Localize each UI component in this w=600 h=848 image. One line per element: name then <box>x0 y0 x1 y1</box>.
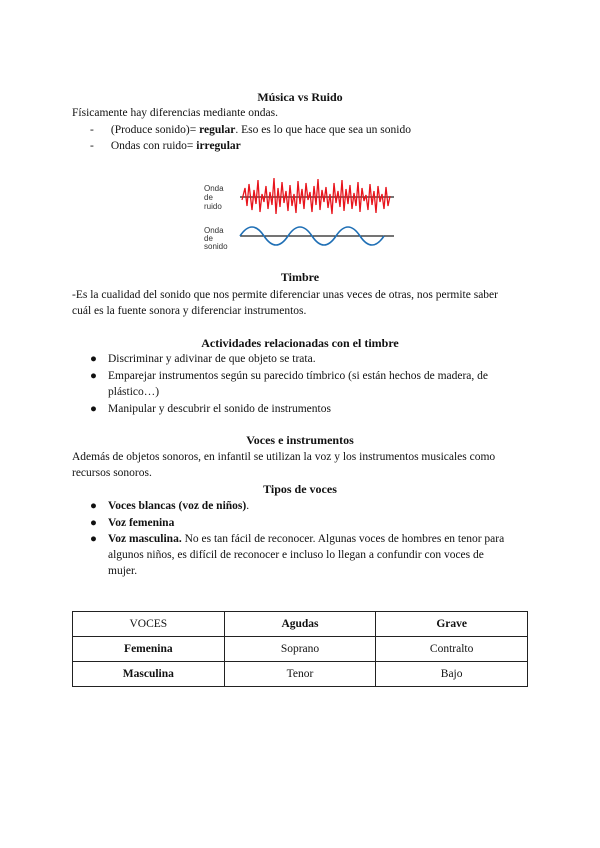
item-bold: Voces blancas (voz de niños) <box>108 500 247 512</box>
dash-marker: - <box>90 140 94 152</box>
noise-label-2: de <box>204 193 213 202</box>
item-text-line2: plástico…) <box>108 386 160 398</box>
table-header-row <box>73 612 528 637</box>
section-title-tipos: Tipos de voces <box>263 482 337 496</box>
table-header-cell: Grave <box>376 612 528 637</box>
list-item <box>90 368 520 400</box>
section-title-musica-ruido: Música vs Ruido <box>257 90 343 104</box>
item-bold: irregular <box>196 140 241 152</box>
bullet-marker: ● <box>90 353 97 365</box>
item-text-line3: mujer. <box>108 565 138 577</box>
noise-label-1: Onda <box>204 184 224 193</box>
wave-figure <box>200 176 400 256</box>
table-cell: Tenor <box>224 662 376 687</box>
list-item <box>90 515 520 531</box>
timbre-line-1: -Es la cualidad del sonido que nos permite diferenciar unas veces de otras, nos permite saber <box>72 289 498 301</box>
section-title-actividades: Actividades relacionadas con el timbre <box>201 336 399 350</box>
bullet-marker: ● <box>90 533 97 545</box>
table-cell: Soprano <box>224 637 376 662</box>
voces-line-2: recursos sonoros. <box>72 467 152 479</box>
list-item <box>90 531 520 579</box>
item-text: . <box>246 500 250 512</box>
voces-line-1: Además de objetos sonoros, en infantil se utilizan la voz y los instrumentos musicales como <box>72 451 496 463</box>
item-text: Ondas con ruido= <box>110 140 197 152</box>
item-text: No es tan fácil de reconocer. Algunas voces de hombres en tenor para <box>181 533 505 545</box>
timbre-line-2: cuál es la fuente sonora y diferenciar instrumentos. <box>72 305 307 317</box>
sound-label-3: sonido <box>204 242 228 251</box>
voces-table <box>72 611 528 687</box>
table-header-cell: Agudas <box>224 612 376 637</box>
table-header-cell: VOCES <box>73 612 225 637</box>
table-cell: Bajo <box>376 662 528 687</box>
noise-label-3: ruido <box>204 202 222 211</box>
bullet-marker: ● <box>90 403 97 415</box>
sound-label-1: Onda <box>204 226 224 235</box>
item-bold: Voz femenina <box>108 517 175 529</box>
table-row <box>73 662 528 687</box>
noise-wave-line <box>242 178 390 214</box>
item-text: (Produce sonido)= <box>110 124 200 136</box>
item-bold: regular <box>199 124 236 136</box>
intro-paragraph: Físicamente hay diferencias mediante ondas. <box>72 107 278 119</box>
dash-marker: - <box>90 124 94 136</box>
section-title-timbre: Timbre <box>280 270 320 284</box>
item-text-after: . Eso es lo que hace que sea un sonido <box>235 124 411 136</box>
table-cell: Contralto <box>376 637 528 662</box>
section-title-voces-instrumentos: Voces e instrumentos <box>246 433 354 447</box>
item-text: Discriminar y adivinar de que objeto se trata. <box>108 353 316 365</box>
item-text-line2: algunos niños, es difícil de reconocer e incluso lo llegan a confundir con voces de <box>108 549 484 561</box>
list-item <box>90 122 411 138</box>
list-item <box>90 351 520 367</box>
table-row-header: Masculina <box>73 662 225 687</box>
bullet-marker: ● <box>90 517 97 529</box>
table-row <box>73 637 528 662</box>
bullet-marker: ● <box>90 370 97 382</box>
bullet-marker: ● <box>90 500 97 512</box>
item-text: Manipular y descubrir el sonido de instrumentos <box>108 403 331 415</box>
list-item <box>90 401 520 417</box>
item-text: Emparejar instrumentos según su parecido tímbrico (si están hechos de madera, de <box>108 370 489 382</box>
list-item <box>90 498 520 514</box>
table-row-header: Femenina <box>73 637 225 662</box>
item-bold: Voz masculina. <box>108 533 182 545</box>
list-item <box>90 138 241 154</box>
sound-label-2: de <box>204 234 213 243</box>
